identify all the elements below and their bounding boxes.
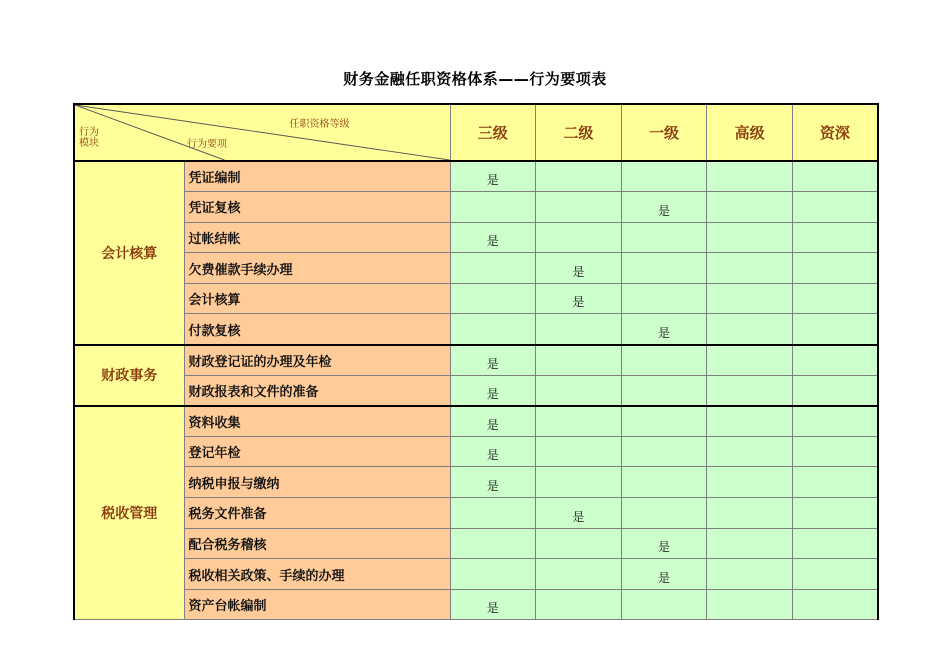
corner-label-item: 行为要项 xyxy=(187,139,227,150)
table-row xyxy=(74,498,878,529)
level-mark-cell xyxy=(707,345,793,376)
module-cell: 财政事务 xyxy=(74,345,184,406)
behavior-item-cell: 欠费催款手续办理 xyxy=(184,253,450,284)
level-mark-cell xyxy=(792,528,878,559)
level-mark-cell xyxy=(450,253,536,284)
table-row xyxy=(74,222,878,253)
level-mark-cell xyxy=(621,498,707,529)
level-mark-cell xyxy=(621,345,707,376)
level-mark-cell xyxy=(707,161,793,192)
behavior-item-cell: 税收相关政策、手续的办理 xyxy=(184,559,450,590)
level-mark-cell xyxy=(536,436,622,467)
level-mark-cell xyxy=(792,375,878,406)
level-mark-cell xyxy=(450,283,536,314)
level-header-1: 三级 xyxy=(450,104,536,161)
level-mark-cell: 是 xyxy=(621,528,707,559)
behavior-item-cell: 财政报表和文件的准备 xyxy=(184,375,450,406)
table-row xyxy=(74,436,878,467)
behavior-matrix-table xyxy=(73,103,879,620)
level-mark-cell xyxy=(707,375,793,406)
level-header-2: 二级 xyxy=(536,104,622,161)
module-cell: 会计核算 xyxy=(74,161,184,345)
level-mark-cell xyxy=(792,314,878,345)
level-mark-cell xyxy=(707,222,793,253)
table-row xyxy=(74,467,878,498)
level-mark-cell xyxy=(621,283,707,314)
level-mark-cell xyxy=(536,375,622,406)
level-mark-cell xyxy=(792,467,878,498)
level-mark-cell xyxy=(792,345,878,376)
level-mark-cell: 是 xyxy=(536,283,622,314)
level-mark-cell xyxy=(621,161,707,192)
table-row xyxy=(74,253,878,284)
level-mark-cell xyxy=(621,222,707,253)
level-mark-cell xyxy=(707,253,793,284)
level-mark-cell: 是 xyxy=(536,253,622,284)
table-row xyxy=(74,161,878,192)
level-mark-cell xyxy=(707,406,793,437)
behavior-item-cell: 登记年检 xyxy=(184,436,450,467)
behavior-item-cell: 会计核算 xyxy=(184,283,450,314)
table-row xyxy=(74,528,878,559)
level-mark-cell: 是 xyxy=(621,192,707,223)
level-mark-cell xyxy=(621,467,707,498)
corner-label-level: 任职资格等级 xyxy=(289,119,350,130)
behavior-item-cell: 配合税务稽核 xyxy=(184,528,450,559)
level-mark-cell: 是 xyxy=(450,589,536,620)
level-mark-cell xyxy=(707,498,793,529)
level-mark-cell xyxy=(621,253,707,284)
level-mark-cell xyxy=(450,559,536,590)
level-mark-cell xyxy=(707,559,793,590)
level-mark-cell: 是 xyxy=(450,406,536,437)
level-mark-cell: 是 xyxy=(450,222,536,253)
behavior-item-cell: 资料收集 xyxy=(184,406,450,437)
level-mark-cell xyxy=(792,589,878,620)
table-row xyxy=(74,345,878,376)
behavior-item-cell: 凭证复核 xyxy=(184,192,450,223)
table-row xyxy=(74,589,878,620)
level-mark-cell xyxy=(792,436,878,467)
table-row xyxy=(74,559,878,590)
level-mark-cell xyxy=(536,222,622,253)
level-mark-cell xyxy=(536,314,622,345)
level-mark-cell xyxy=(792,222,878,253)
level-mark-cell xyxy=(621,436,707,467)
level-mark-cell: 是 xyxy=(450,467,536,498)
table-row xyxy=(74,192,878,223)
level-mark-cell: 是 xyxy=(621,314,707,345)
behavior-item-cell: 付款复核 xyxy=(184,314,450,345)
behavior-item-cell: 纳税申报与缴纳 xyxy=(184,467,450,498)
level-mark-cell: 是 xyxy=(450,345,536,376)
page-title: 财务金融任职资格体系——行为要项表 xyxy=(343,70,607,88)
diagonal-lines xyxy=(75,105,450,160)
corner-label-module xyxy=(79,127,109,149)
level-mark-cell xyxy=(536,559,622,590)
level-mark-cell xyxy=(621,589,707,620)
level-mark-cell xyxy=(536,406,622,437)
level-mark-cell xyxy=(707,528,793,559)
level-mark-cell xyxy=(450,498,536,529)
level-mark-cell: 是 xyxy=(536,498,622,529)
level-mark-cell xyxy=(792,559,878,590)
level-mark-cell: 是 xyxy=(450,375,536,406)
level-mark-cell xyxy=(792,161,878,192)
corner-label-module-line2: 模块 xyxy=(79,138,99,149)
level-mark-cell xyxy=(536,345,622,376)
level-mark-cell xyxy=(792,192,878,223)
level-mark-cell xyxy=(707,467,793,498)
level-header-5: 资深 xyxy=(792,104,878,161)
level-mark-cell xyxy=(621,375,707,406)
behavior-item-cell: 资产台帐编制 xyxy=(184,589,450,620)
behavior-item-cell: 税务文件准备 xyxy=(184,498,450,529)
behavior-item-cell: 过帐结帐 xyxy=(184,222,450,253)
level-mark-cell xyxy=(792,283,878,314)
table-row xyxy=(74,406,878,437)
level-mark-cell xyxy=(707,589,793,620)
corner-label-module-line1: 行为 xyxy=(79,127,99,138)
level-mark-cell xyxy=(536,192,622,223)
level-mark-cell xyxy=(792,406,878,437)
level-header-4: 高级 xyxy=(707,104,793,161)
level-mark-cell xyxy=(792,498,878,529)
level-mark-cell xyxy=(707,436,793,467)
level-mark-cell xyxy=(707,314,793,345)
module-cell: 税收管理 xyxy=(74,406,184,620)
level-mark-cell xyxy=(792,253,878,284)
level-mark-cell xyxy=(621,406,707,437)
table-row xyxy=(74,283,878,314)
level-mark-cell xyxy=(536,161,622,192)
level-mark-cell xyxy=(450,528,536,559)
level-mark-cell xyxy=(707,192,793,223)
header-row xyxy=(74,104,878,161)
matrix-body xyxy=(74,161,878,620)
behavior-item-cell: 凭证编制 xyxy=(184,161,450,192)
table-row xyxy=(74,314,878,345)
level-mark-cell xyxy=(450,192,536,223)
table-row xyxy=(74,375,878,406)
behavior-item-cell: 财政登记证的办理及年检 xyxy=(184,345,450,376)
level-mark-cell xyxy=(707,283,793,314)
header-corner-cell xyxy=(74,104,450,161)
level-mark-cell: 是 xyxy=(450,161,536,192)
level-header-3: 一级 xyxy=(621,104,707,161)
level-mark-cell: 是 xyxy=(621,559,707,590)
level-mark-cell xyxy=(536,528,622,559)
level-mark-cell xyxy=(536,589,622,620)
level-mark-cell: 是 xyxy=(450,436,536,467)
level-mark-cell xyxy=(450,314,536,345)
level-mark-cell xyxy=(536,467,622,498)
